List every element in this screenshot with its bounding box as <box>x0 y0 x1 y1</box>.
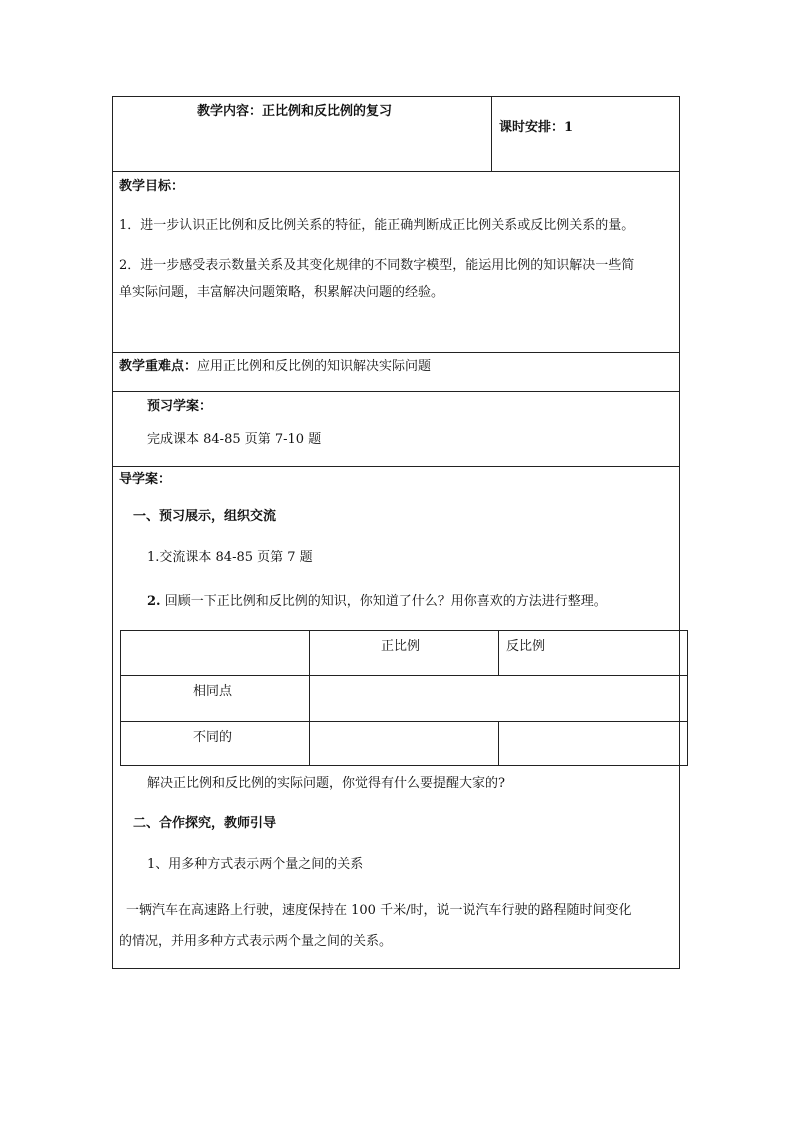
comparison-row-divider-1 <box>120 675 688 676</box>
guide-item-2-text: 回顾一下正比例和反比例的知识，你知道了什么？用你喜欢的方法进行整理。 <box>164 594 607 609</box>
section-2-heading: 二、合作探究，教师引导 <box>133 816 277 831</box>
objectives-heading: 教学目标： <box>119 179 185 194</box>
preview-heading: 预习学案： <box>147 399 213 414</box>
header-divider <box>491 96 492 171</box>
table-row-differences: 不同的 <box>193 730 233 745</box>
objective-item-1: 1．进一步认识正比例和反比例关系的特征，能正确判断成正比例关系或反比例关系的量。 <box>119 218 635 233</box>
objective-item-2-line-2: 单实际问题，丰富解决问题策略，积累解决问题的经验。 <box>119 285 445 300</box>
objective-item-2-line-1: 2．进一步感受表示数量关系及其变化规律的不同数字模型，能运用比例的知识解决一些简 <box>119 258 635 273</box>
table-header-direct: 正比例 <box>381 639 421 654</box>
section-2-sub-1: 1、用多种方式表示两个量之间的关系 <box>147 857 364 872</box>
comparison-col-divider-2 <box>498 630 499 675</box>
guide-item-2 <box>147 593 607 611</box>
reminder-text: 解决正比例和反比例的实际问题，你觉得有什么要提醒大家的? <box>147 776 505 791</box>
row-divider-objectives <box>112 352 680 353</box>
section-1-heading: 一、预习展示，组织交流 <box>133 509 277 524</box>
table-header-inverse: 反比例 <box>506 639 546 654</box>
difficulty-label: 教学重难点： <box>119 359 198 374</box>
comparison-col-divider-1 <box>309 630 310 766</box>
difficulty-row <box>119 358 431 376</box>
guide-item-1: 1.交流课本 84-85 页第 7 题 <box>147 550 313 565</box>
problem-line-1: 一辆汽车在高速路上行驶，速度保持在 100 千米/时，说一说汽车行驶的路程随时间变化 <box>126 903 632 918</box>
row-divider-preview <box>112 466 680 467</box>
problem-line-2: 的情况，并用多种方式表示两个量之间的关系。 <box>119 934 393 949</box>
comparison-col-divider-3 <box>498 721 499 766</box>
guide-heading: 导学案： <box>119 472 172 487</box>
table-row-similarities: 相同点 <box>193 684 233 699</box>
comparison-row-divider-2 <box>120 721 688 722</box>
lesson-schedule: 课时安排：1 <box>499 120 574 135</box>
lesson-title: 教学内容：正比例和反比例的复习 <box>197 104 393 119</box>
guide-item-2-number: 2. <box>147 594 161 609</box>
difficulty-text: 应用正比例和反比例的知识解决实际问题 <box>197 359 432 374</box>
row-divider-difficulty <box>112 391 680 392</box>
row-divider-header <box>112 171 680 172</box>
preview-text: 完成课本 84-85 页第 7-10 题 <box>147 432 322 447</box>
